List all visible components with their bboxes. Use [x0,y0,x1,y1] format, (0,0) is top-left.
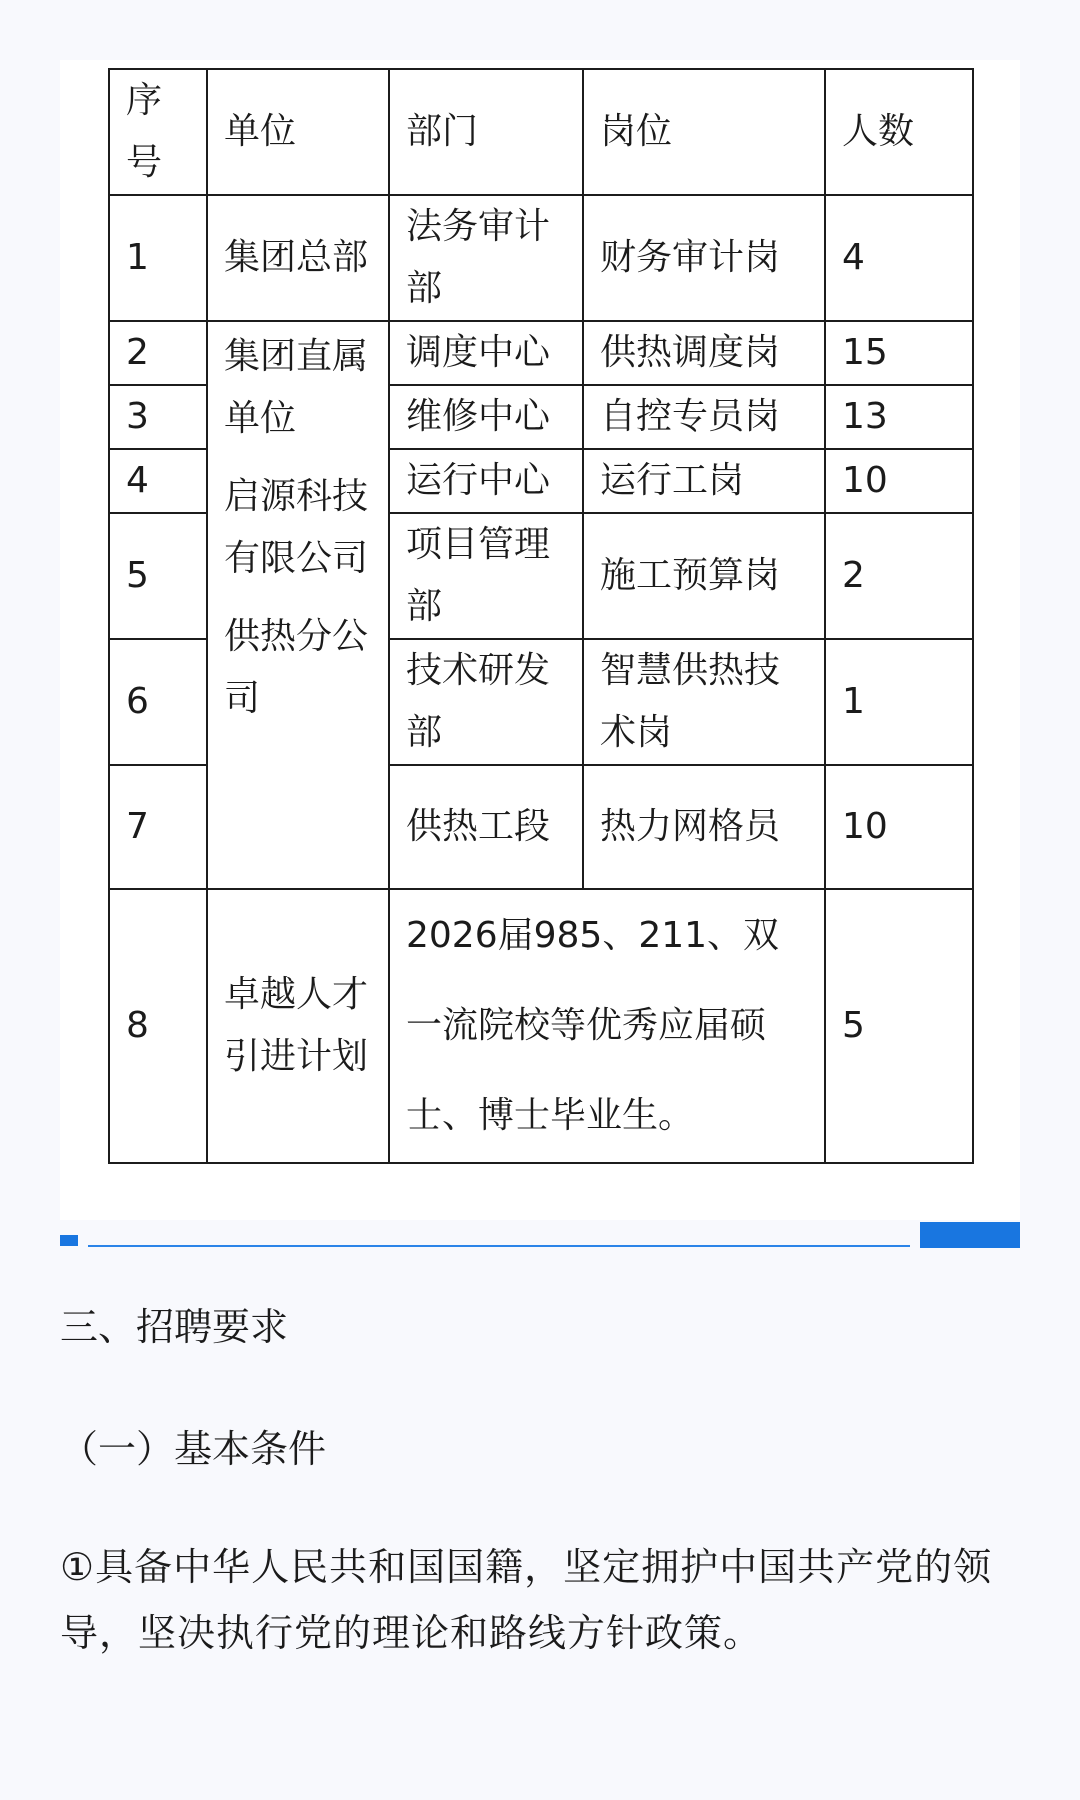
cell-count: 2 [825,513,973,639]
cell-seq: 2 [109,321,207,385]
cell-unit: 集团总部 [207,195,389,321]
divider-line [88,1245,910,1247]
recruitment-table [108,68,974,1164]
cell-post: 财务审计岗 [583,195,825,321]
unit-qiyuan: 启源科技有限公司 [224,476,369,579]
divider-square [60,1235,78,1246]
cell-count: 10 [825,765,973,889]
cell-post: 运行工岗 [583,449,825,513]
table-header-row [109,69,973,195]
cell-dept: 项目管理部 [389,513,583,639]
cell-seq: 5 [109,513,207,639]
cell-seq: 7 [109,765,207,889]
cell-count: 10 [825,449,973,513]
requirement-paragraph: ①具备中华人民共和国国籍，坚定拥护中国共产党的领导，坚决执行党的理论和路线方针政策。 [60,1545,993,1655]
cell-dept: 技术研发部 [389,639,583,765]
header-post: 岗位 [583,69,825,195]
header-seq: 序号 [109,69,207,195]
cell-count: 1 [825,639,973,765]
cell-seq: 6 [109,639,207,765]
cell-count: 13 [825,385,973,449]
table-row [109,321,973,385]
header-count: 人数 [825,69,973,195]
header-dept: 部门 [389,69,583,195]
cell-seq: 4 [109,449,207,513]
divider-bar [920,1222,1020,1248]
cell-unit-merged [207,321,389,889]
cell-seq: 3 [109,385,207,449]
header-unit: 单位 [207,69,389,195]
cell-unit: 卓越人才引进计划 [207,889,389,1163]
table-row [109,195,973,321]
table-row [109,889,973,1163]
cell-count: 4 [825,195,973,321]
cell-dept: 调度中心 [389,321,583,385]
cell-count: 15 [825,321,973,385]
unit-direct: 集团直属单位 [224,336,369,439]
cell-dept: 运行中心 [389,449,583,513]
cell-post: 智慧供热技术岗 [583,639,825,765]
cell-dept: 维修中心 [389,385,583,449]
cell-count: 5 [825,889,973,1163]
cell-post: 供热调度岗 [583,321,825,385]
cell-post: 自控专员岗 [583,385,825,449]
section-title: 三、招聘要求 [60,1305,289,1349]
cell-post: 热力网格员 [583,765,825,889]
cell-dept: 法务审计部 [389,195,583,321]
cell-seq: 1 [109,195,207,321]
recruitment-table-card [60,60,1020,1220]
cell-dept: 供热工段 [389,765,583,889]
subsection-title: （一）基本条件 [60,1427,327,1471]
cell-post: 施工预算岗 [583,513,825,639]
unit-heating: 供热分公司 [224,616,369,719]
section-divider [60,1222,1020,1248]
cell-seq: 8 [109,889,207,1163]
cell-plan-description: 2026届985、211、双一流院校等优秀应届硕士、博士毕业生。 [389,889,825,1163]
